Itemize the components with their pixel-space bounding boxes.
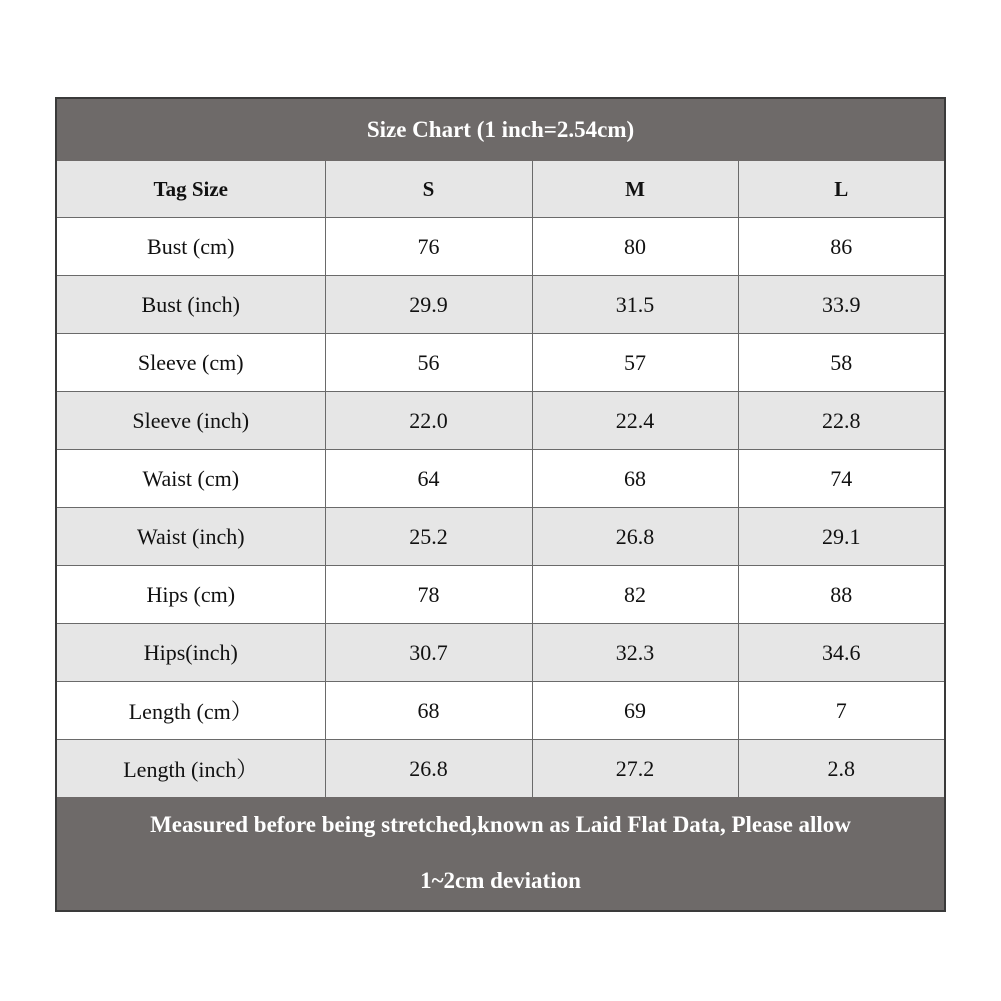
cell-l: 29.1 xyxy=(738,508,944,566)
table-row xyxy=(57,218,944,276)
row-label: Length (cm） xyxy=(57,682,325,740)
cell-l: 34.6 xyxy=(738,624,944,682)
header-size-l: L xyxy=(738,161,944,218)
cell-l: 88 xyxy=(738,566,944,624)
cell-s: 22.0 xyxy=(325,392,532,450)
cell-m: 26.8 xyxy=(532,508,738,566)
cell-m: 22.4 xyxy=(532,392,738,450)
cell-l: 86 xyxy=(738,218,944,276)
cell-l: 58 xyxy=(738,334,944,392)
measurement-note xyxy=(57,797,944,910)
table-row xyxy=(57,624,944,682)
chart-title: Size Chart (1 inch=2.54cm) xyxy=(57,99,944,161)
cell-s: 25.2 xyxy=(325,508,532,566)
row-label: Bust (cm) xyxy=(57,218,325,276)
cell-m: 80 xyxy=(532,218,738,276)
cell-s: 56 xyxy=(325,334,532,392)
cell-s: 78 xyxy=(325,566,532,624)
cell-m: 32.3 xyxy=(532,624,738,682)
row-label: Bust (inch) xyxy=(57,276,325,334)
header-tag-size: Tag Size xyxy=(57,161,325,218)
size-chart xyxy=(55,97,946,912)
note-line-2: 1~2cm deviation xyxy=(420,868,581,893)
row-label: Length (inch） xyxy=(57,740,325,798)
cell-l: 2.8 xyxy=(738,740,944,798)
cell-s: 29.9 xyxy=(325,276,532,334)
table-row xyxy=(57,392,944,450)
table-row xyxy=(57,566,944,624)
row-label: Waist (cm) xyxy=(57,450,325,508)
row-label: Hips (cm) xyxy=(57,566,325,624)
header-size-m: M xyxy=(532,161,738,218)
cell-m: 31.5 xyxy=(532,276,738,334)
table-row xyxy=(57,740,944,798)
cell-m: 27.2 xyxy=(532,740,738,798)
cell-l: 74 xyxy=(738,450,944,508)
cell-l: 33.9 xyxy=(738,276,944,334)
row-label: Hips(inch) xyxy=(57,624,325,682)
size-table xyxy=(57,161,944,798)
table-row xyxy=(57,334,944,392)
cell-s: 30.7 xyxy=(325,624,532,682)
cell-s: 26.8 xyxy=(325,740,532,798)
table-row xyxy=(57,508,944,566)
cell-m: 57 xyxy=(532,334,738,392)
row-label: Waist (inch) xyxy=(57,508,325,566)
row-label: Sleeve (inch) xyxy=(57,392,325,450)
table-row xyxy=(57,450,944,508)
table-row xyxy=(57,276,944,334)
table-row xyxy=(57,682,944,740)
header-size-s: S xyxy=(325,161,532,218)
cell-m: 69 xyxy=(532,682,738,740)
cell-m: 68 xyxy=(532,450,738,508)
cell-s: 68 xyxy=(325,682,532,740)
note-line-1: Measured before being stretched,known as Laid Flat Data, Please allow xyxy=(150,812,851,837)
cell-s: 64 xyxy=(325,450,532,508)
cell-s: 76 xyxy=(325,218,532,276)
row-label: Sleeve (cm) xyxy=(57,334,325,392)
cell-l: 7 xyxy=(738,682,944,740)
header-row xyxy=(57,161,944,218)
cell-l: 22.8 xyxy=(738,392,944,450)
cell-m: 82 xyxy=(532,566,738,624)
